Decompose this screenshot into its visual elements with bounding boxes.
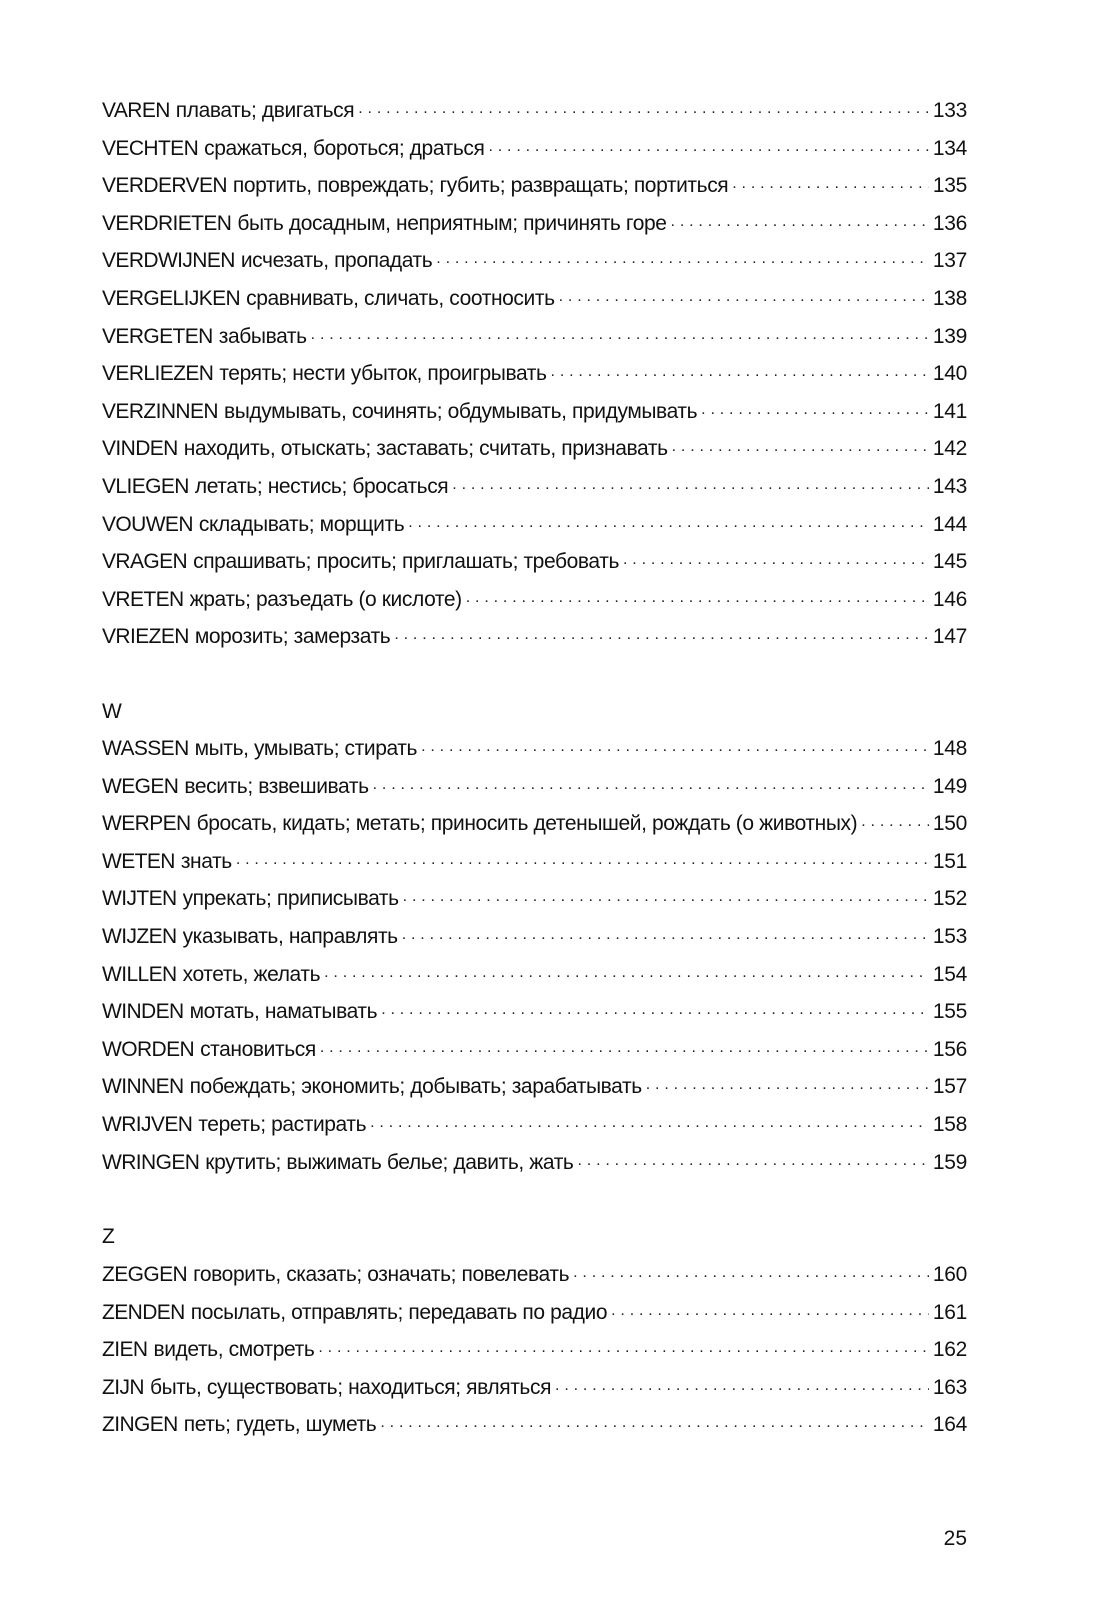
toc-entry xyxy=(102,1144,967,1182)
entry-headword: ZINGEN xyxy=(102,1413,178,1437)
entry-translation: тереть; растирать xyxy=(198,1112,367,1136)
entry-page-number: 160 xyxy=(932,1263,967,1286)
entry-headword: WINDEN xyxy=(102,1000,184,1024)
toc-entry xyxy=(102,1031,967,1069)
entry-page-number: 141 xyxy=(932,399,967,423)
toc-entry xyxy=(102,130,967,168)
entry-translation: посылать, отправлять; передавать по радио xyxy=(190,1300,608,1324)
entry-headword: VERDRIETEN xyxy=(102,211,232,235)
entry-page-number: 147 xyxy=(932,625,967,649)
entry-headword: VINDEN xyxy=(102,437,178,461)
toc-entry xyxy=(102,956,967,994)
entry-headword: WORDEN xyxy=(102,1037,195,1061)
dot-leader xyxy=(324,960,929,981)
dot-leader xyxy=(488,134,928,155)
dot-leader xyxy=(466,585,929,606)
dot-leader xyxy=(732,171,929,192)
entry-translation: мотать, наматывать xyxy=(189,1000,378,1024)
entry-translation: быть досадным, неприятным; причинять горе xyxy=(237,211,667,235)
entry-translation: морозить; замерзать xyxy=(194,625,391,649)
dot-leader xyxy=(573,1260,929,1281)
entry-translation: видеть, смотреть xyxy=(153,1338,315,1362)
entry-page-number: 134 xyxy=(932,136,967,160)
toc-entry xyxy=(102,880,967,918)
entry-page-number: 145 xyxy=(932,550,967,574)
entry-headword: VERGETEN xyxy=(102,324,213,348)
entry-page-number: 150 xyxy=(932,812,967,836)
entry-page-number: 153 xyxy=(932,924,967,948)
entry-translation: спрашивать; просить; приглашать; требовать xyxy=(193,550,620,574)
toc-entry xyxy=(102,730,967,768)
toc-entry xyxy=(102,430,967,468)
dot-leader xyxy=(436,246,929,267)
dot-leader xyxy=(623,547,929,568)
entry-page-number: 158 xyxy=(932,1112,967,1136)
toc-entry xyxy=(102,167,967,205)
entry-page-number: 136 xyxy=(932,211,967,235)
entry-page-number: 133 xyxy=(932,99,967,122)
entry-headword: VECHTEN xyxy=(102,136,199,160)
entry-translation: терять; нести убыток, проигрывать xyxy=(219,362,547,386)
toc-entry xyxy=(102,581,967,619)
entry-headword: VLIEGEN xyxy=(102,474,189,498)
toc-entry xyxy=(102,92,967,130)
dot-leader xyxy=(403,884,929,905)
dot-leader xyxy=(421,734,929,755)
toc-entry xyxy=(102,205,967,243)
toc-entry xyxy=(102,843,967,881)
entry-page-number: 138 xyxy=(932,286,967,310)
dot-leader xyxy=(394,622,929,643)
entry-headword: VRAGEN xyxy=(102,550,188,574)
dot-leader xyxy=(646,1072,929,1093)
entry-translation: становиться xyxy=(200,1037,316,1061)
entry-headword: ZIEN xyxy=(102,1338,148,1362)
entry-page-number: 139 xyxy=(932,324,967,348)
entry-translation: выдумывать, сочинять; обдумывать, придумывать xyxy=(223,399,698,423)
dot-leader xyxy=(381,997,929,1018)
entry-headword: WINNEN xyxy=(102,1075,184,1099)
entry-translation: говорить, сказать; означать; повелевать xyxy=(193,1263,570,1286)
toc-entry xyxy=(102,393,967,431)
dot-leader xyxy=(370,1110,929,1131)
entry-page-number: 142 xyxy=(932,437,967,461)
toc-entry xyxy=(102,1331,967,1369)
entry-translation: быть, существовать; находиться; являться xyxy=(149,1375,552,1399)
entry-translation: весить; взвешивать xyxy=(184,774,369,798)
entry-page-number: 151 xyxy=(932,849,967,873)
toc-section-z xyxy=(102,1256,967,1444)
entry-translation: жрать; разъедать (о кислоте) xyxy=(189,587,462,611)
dot-leader xyxy=(861,809,929,830)
entry-page-number: 157 xyxy=(932,1075,967,1099)
entry-headword: VERDERVEN xyxy=(102,174,227,198)
page-number: 25 xyxy=(943,1527,967,1550)
entry-translation: забывать xyxy=(218,324,307,348)
toc-entry xyxy=(102,242,967,280)
dot-leader xyxy=(701,397,929,418)
entry-page-number: 163 xyxy=(932,1375,967,1399)
entry-translation: указывать, направлять xyxy=(182,924,398,948)
entry-translation: сравнивать, сличать, соотносить xyxy=(246,286,555,310)
dot-leader xyxy=(380,1410,929,1431)
dot-leader xyxy=(358,96,929,117)
entry-page-number: 159 xyxy=(932,1150,967,1174)
toc-entry xyxy=(102,1294,967,1332)
toc-entry xyxy=(102,280,967,318)
toc-entry xyxy=(102,1406,967,1444)
entry-headword: WRINGEN xyxy=(102,1150,200,1174)
toc-entry xyxy=(102,1068,967,1106)
entry-translation: крутить; выжимать белье; давить, жать xyxy=(205,1150,574,1174)
entry-headword: WRIJVEN xyxy=(102,1112,193,1136)
entry-translation: исчезать, пропадать xyxy=(240,249,433,273)
dot-leader xyxy=(555,1373,929,1394)
dot-leader xyxy=(311,322,929,343)
entry-page-number: 140 xyxy=(932,362,967,386)
entry-translation: петь; гудеть, шуметь xyxy=(183,1413,377,1437)
entry-translation: портить, повреждать; губить; развращать; портиться xyxy=(232,174,729,198)
dot-leader xyxy=(672,434,929,455)
dot-leader xyxy=(320,1035,929,1056)
entry-translation: плавать; двигаться xyxy=(175,99,355,122)
entry-headword: WIJTEN xyxy=(102,887,177,911)
entry-page-number: 137 xyxy=(932,249,967,273)
entry-headword: ZENDEN xyxy=(102,1300,185,1324)
entry-translation: знать xyxy=(180,849,232,873)
entry-headword: ZEGGEN xyxy=(102,1263,188,1286)
entry-headword: WASSEN xyxy=(102,737,189,760)
entry-translation: мыть, умывать; стирать xyxy=(194,737,418,760)
entry-headword: VERDWIJNEN xyxy=(102,249,235,273)
entry-headword: VERZINNEN xyxy=(102,399,218,423)
entry-page-number: 152 xyxy=(932,887,967,911)
toc-entry xyxy=(102,468,967,506)
section-letter-w: W xyxy=(102,700,122,723)
toc-entry xyxy=(102,506,967,544)
dot-leader xyxy=(236,847,929,868)
entry-headword: WERPEN xyxy=(102,812,191,836)
dot-leader xyxy=(373,772,929,793)
entry-page-number: 155 xyxy=(932,1000,967,1024)
entry-headword: VAREN xyxy=(102,99,170,122)
entry-page-number: 148 xyxy=(932,737,967,760)
dot-leader xyxy=(611,1298,929,1319)
dot-leader xyxy=(577,1148,928,1169)
entry-page-number: 143 xyxy=(932,474,967,498)
entry-page-number: 154 xyxy=(932,962,967,986)
entry-page-number: 146 xyxy=(932,587,967,611)
dot-leader xyxy=(318,1335,928,1356)
entry-page-number: 149 xyxy=(932,774,967,798)
toc-entry xyxy=(102,993,967,1031)
entry-headword: WEGEN xyxy=(102,774,179,798)
dot-leader xyxy=(452,472,929,493)
toc-entry xyxy=(102,805,967,843)
entry-headword: WETEN xyxy=(102,849,175,873)
entry-translation: летать; нестись; бросаться xyxy=(194,474,449,498)
entry-translation: сражаться, бороться; драться xyxy=(204,136,485,160)
section-letter-z: Z xyxy=(102,1225,115,1248)
dot-leader xyxy=(551,359,929,380)
dot-leader xyxy=(402,922,929,943)
toc-entry xyxy=(102,318,967,356)
entry-headword: VRIEZEN xyxy=(102,625,189,649)
entry-headword: VOUWEN xyxy=(102,512,193,536)
entry-page-number: 162 xyxy=(932,1338,967,1362)
entry-headword: VRETEN xyxy=(102,587,184,611)
toc-entry xyxy=(102,1256,967,1294)
entry-translation: хотеть, желать xyxy=(182,962,321,986)
entry-page-number: 156 xyxy=(932,1037,967,1061)
toc-section-w xyxy=(102,730,967,1181)
entry-headword: ZIJN xyxy=(102,1375,144,1399)
entry-translation: бросать, кидать; метать; приносить детенышей, рождать (о животных) xyxy=(196,812,858,836)
dot-leader xyxy=(671,209,929,230)
toc-entry xyxy=(102,768,967,806)
entry-translation: побеждать; экономить; добывать; зарабатывать xyxy=(189,1075,642,1099)
entry-headword: WILLEN xyxy=(102,962,177,986)
entry-page-number: 161 xyxy=(932,1300,967,1324)
toc-entry xyxy=(102,618,967,656)
toc-entry xyxy=(102,1106,967,1144)
dot-leader xyxy=(408,510,929,531)
dot-leader xyxy=(559,284,929,305)
toc-entry xyxy=(102,543,967,581)
entry-headword: VERLIEZEN xyxy=(102,362,214,386)
toc-entry xyxy=(102,918,967,956)
entry-headword: WIJZEN xyxy=(102,924,177,948)
toc-section-v xyxy=(102,92,967,656)
entry-page-number: 135 xyxy=(932,174,967,198)
entry-translation: находить, отыскать; заставать; считать, признавать xyxy=(183,437,668,461)
toc-entry xyxy=(102,355,967,393)
entry-translation: складывать; морщить xyxy=(198,512,405,536)
entry-page-number: 164 xyxy=(932,1413,967,1437)
entry-translation: упрекать; приписывать xyxy=(182,887,399,911)
entry-headword: VERGELIJKEN xyxy=(102,286,241,310)
toc-entry xyxy=(102,1369,967,1407)
entry-page-number: 144 xyxy=(932,512,967,536)
